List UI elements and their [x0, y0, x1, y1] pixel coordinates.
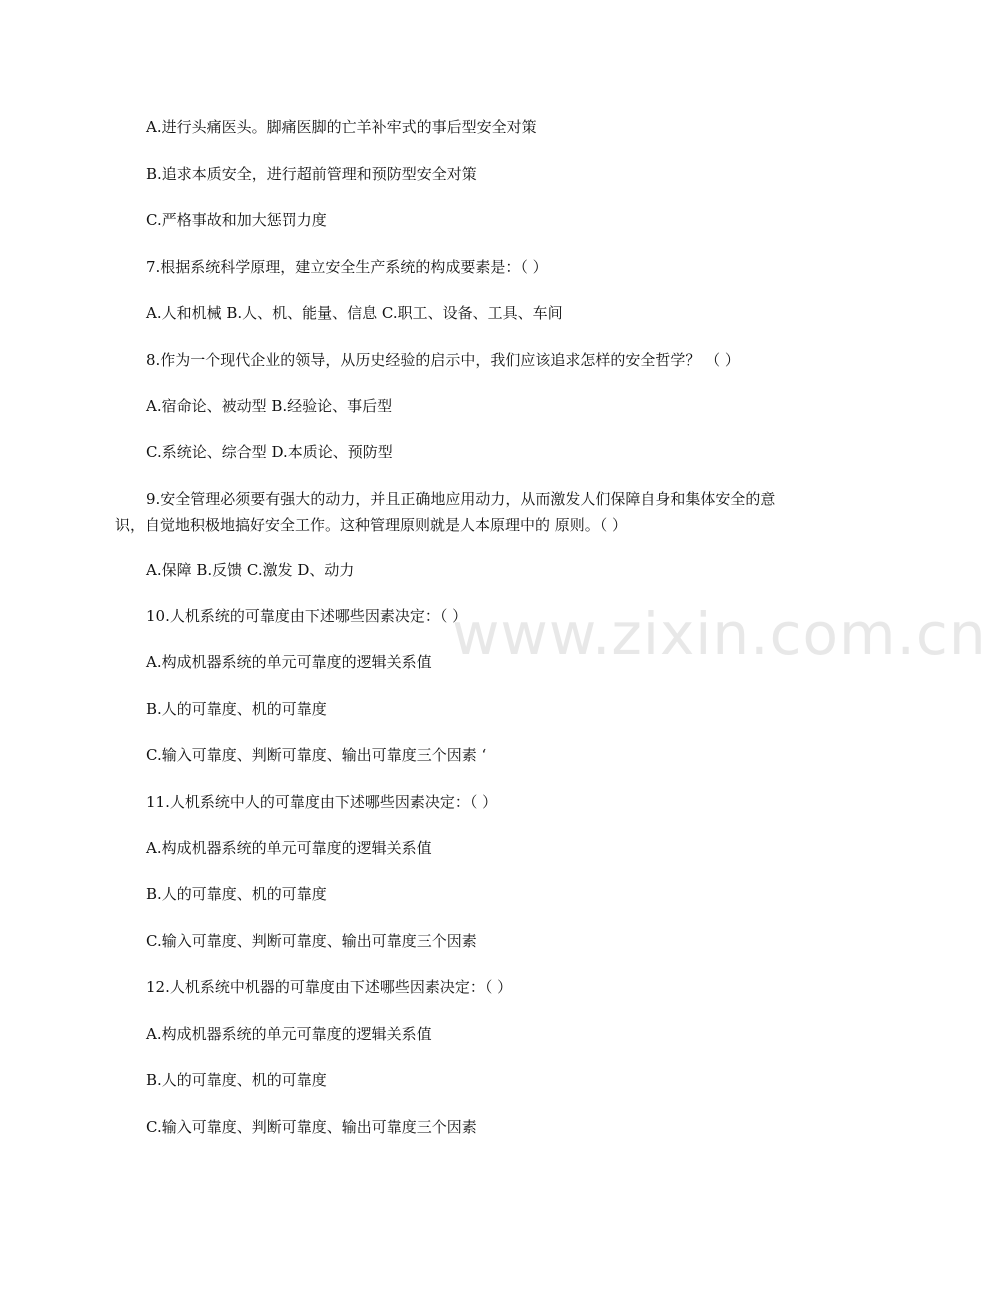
question-7: 7.根据系统科学原理，建立安全生产系统的构成要素是：（ ）	[146, 258, 548, 276]
option-line: A.人和机械 B.人、机、能量、信息 C.职工、设备、工具、车间	[146, 304, 563, 322]
option-line: A.保障 B.反馈 C.激发 D、动力	[146, 561, 355, 579]
watermark: www.zixin.com.cn	[452, 600, 987, 668]
option-line: C.输入可靠度、判断可靠度、输出可靠度三个因素 ‘	[146, 746, 487, 764]
option-line: C.输入可靠度、判断可靠度、输出可靠度三个因素	[146, 1118, 477, 1136]
option-line: C.严格事故和加大惩罚力度	[146, 211, 327, 229]
option-line: B.人的可靠度、机的可靠度	[146, 1071, 327, 1089]
option-line: A.宿命论、被动型 B.经验论、事后型	[146, 397, 393, 415]
question-12: 12.人机系统中机器的可靠度由下述哪些因素决定：（ ）	[146, 978, 513, 996]
question-10: 10.人机系统的可靠度由下述哪些因素决定：（ ）	[146, 607, 468, 625]
option-line: B.追求本质安全，进行超前管理和预防型安全对策	[146, 165, 477, 183]
question-9: 9.安全管理必须要有强大的动力，并且正确地应用动力，从而激发人们保障自身和集体安全的意识，自觉地积极地搞好安全工作。这种管理原则就是人本原理中的 原则。（ ）	[115, 490, 776, 534]
question-8: 8.作为一个现代企业的领导，从历史经验的启示中，我们应该追求怎样的安全哲学？ （ ）	[146, 351, 740, 369]
option-line: A.进行头痛医头。脚痛医脚的亡羊补牢式的事后型安全对策	[146, 118, 537, 136]
option-line: C.输入可靠度、判断可靠度、输出可靠度三个因素	[146, 932, 477, 950]
question-11: 11.人机系统中人的可靠度由下述哪些因素决定：（ ）	[146, 793, 498, 811]
option-line: B.人的可靠度、机的可靠度	[146, 885, 327, 903]
option-line: A.构成机器系统的单元可靠度的逻辑关系值	[146, 839, 432, 857]
option-line: A.构成机器系统的单元可靠度的逻辑关系值	[146, 1025, 432, 1043]
option-line: C.系统论、综合型 D.本质论、预防型	[146, 443, 393, 461]
option-line: B.人的可靠度、机的可靠度	[146, 700, 327, 718]
option-line: A.构成机器系统的单元可靠度的逻辑关系值	[146, 653, 432, 671]
